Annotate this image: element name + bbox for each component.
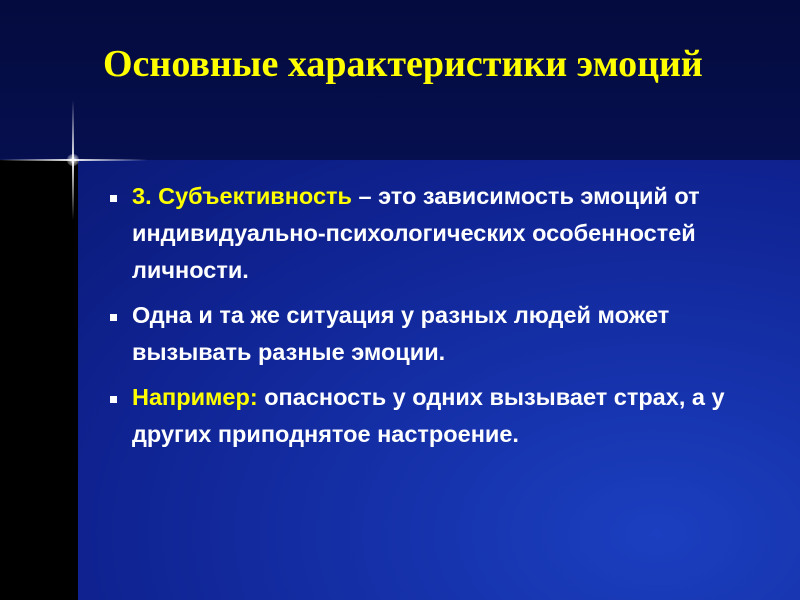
star-core: [67, 154, 79, 166]
bullet-text: опасность у одних вызывает страх, а у других приподнятое настроение.: [132, 384, 725, 447]
bullet-highlight: 3. Субъективность: [132, 183, 353, 209]
bullet-item: [110, 178, 770, 289]
bullet-text: – это зависимость эмоций от индивидуально-психологических особенностей личности.: [132, 183, 700, 283]
slide-title: Основные характеристики эмоций: [103, 43, 703, 85]
left-strip: [0, 160, 78, 600]
bullet-list: [110, 178, 770, 461]
bullet-text: Одна и та же ситуация у разных людей может вызывать разные эмоции.: [132, 302, 670, 365]
bullet-item: [110, 297, 770, 371]
bullet-item: [110, 379, 770, 453]
square-bullet-icon: [110, 396, 117, 403]
bullet-highlight: Например:: [132, 384, 258, 410]
square-bullet-icon: [110, 195, 117, 202]
square-bullet-icon: [110, 314, 117, 321]
